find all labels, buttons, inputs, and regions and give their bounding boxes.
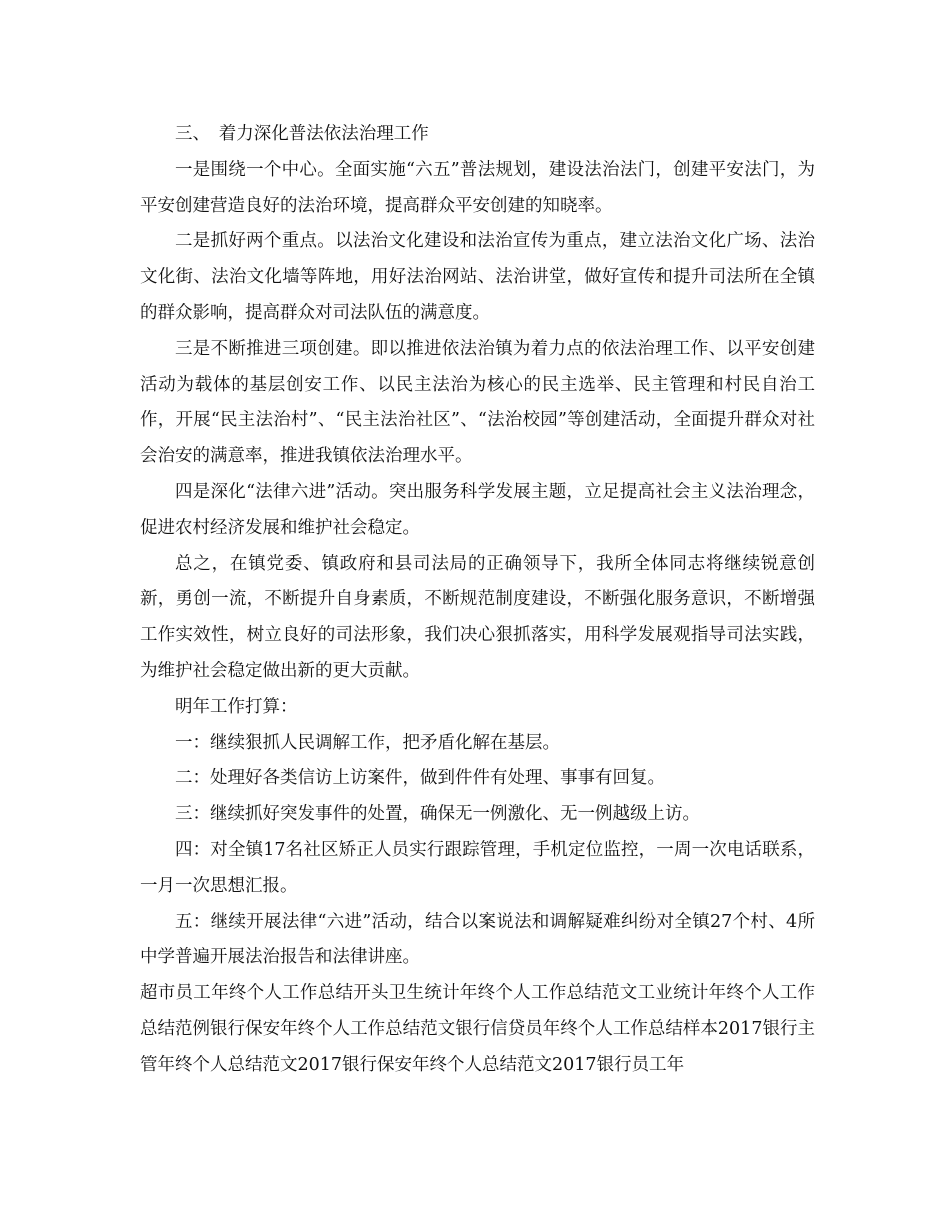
plan-item-4: 四：对全镇17名社区矫正人员实行跟踪管理，手机定位监控，一周一次电话联系，一月一次思想汇报。 [140,839,815,896]
plan-item-5: 五：继续开展法律“六进”活动，结合以案说法和调解疑难纠纷对全镇27个村、4所中学普遍开展法治报告和法律讲座。 [140,911,815,968]
plan-item-3: 三：继续抓好突发事件的处置，确保无一例激化、无一例越级上访。 [175,804,700,825]
paragraph-two-focus: 二是抓好两个重点。以法治文化建设和法治宣传为重点，建立法治文化广场、法治文化街、法治文化墙等阵地，用好法治网站、法治讲堂，做好宣传和提升司法所在全镇的群众影响，提高群众对司法队伍的满意度。 [140,231,815,323]
plan-heading: 明年工作打算： [175,696,298,717]
section-heading: 三、 着力深化普法依法治理工作 [175,124,429,144]
plan-item-2: 二：处理好各类信访上访案件，做到件件有处理、事事有回复。 [175,768,665,789]
paragraph-summary: 总之，在镇党委、镇政府和县司法局的正确领导下，我所全体同志将继续锐意创新，勇创一流，不断提升自身素质，不断规范制度建设，不断强化服务意识，不断增强工作实效性，树立良好的司法形象，我们决心狠抓落实，用科学发展观指导司法实践，为维护社会稳定做出新的更大贡献。 [140,553,815,681]
document-body [140,117,815,1084]
plan-item-1: 一：继续狠抓人民调解工作，把矛盾化解在基层。 [175,732,560,753]
related-links-text: 超市员工年终个人工作总结开头卫生统计年终个人工作总结范文工业统计年终个人工作总结范例银行保安年终个人工作总结范文银行信贷员年终个人工作总结样本2017银行主管年终个人总结范文2017银行保安年终个人总结范文2017银行员工年 [140,983,815,1075]
paragraph-four-law-six: 四是深化“法律六进”活动。突出服务科学发展主题，立足提高社会主义法治理念，促进农村经济发展和维护社会稳定。 [140,481,815,538]
paragraph-three-creation: 三是不断推进三项创建。即以推进依法治镇为着力点的依法治理工作、以平安创建活动为载体的基层创安工作、以民主法治为核心的民主选举、民主管理和村民自治工作，开展“民主法治村”、“民主法治社区”、“法治校园”等创建活动，全面提升群众对社会治安的满意率，推进我镇依法治理水平。 [140,338,815,467]
paragraph-one-center: 一是围绕一个中心。全面实施“六五”普法规划，建设法治法门，创建平安法门，为平安创建营造良好的法治环境，提高群众平安创建的知晓率。 [140,159,815,216]
